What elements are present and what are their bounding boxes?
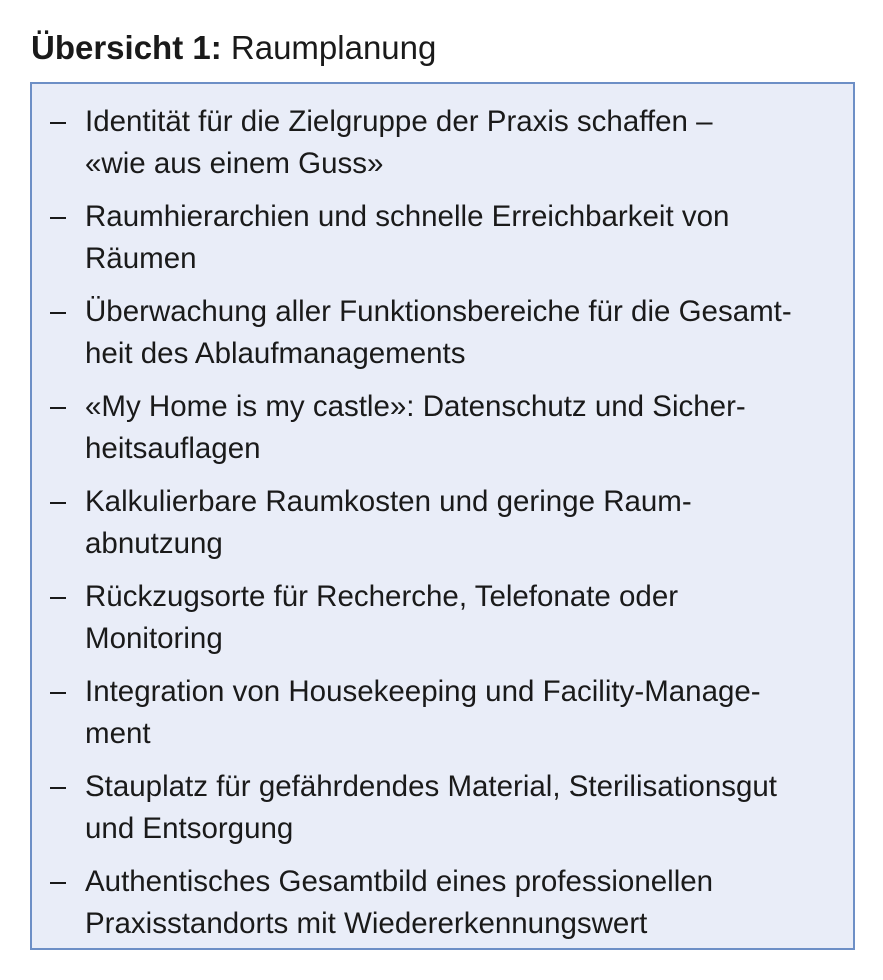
overview-box bbox=[30, 82, 855, 950]
dash-icon bbox=[48, 196, 74, 238]
list-item-line-1: «My Home is my castle»: Datenschutz und Sicher- bbox=[85, 390, 746, 423]
dash-icon bbox=[48, 386, 74, 428]
list-item-line-2: «wie aus einem Guss» bbox=[85, 147, 384, 180]
list-item bbox=[32, 101, 853, 196]
overview-heading bbox=[31, 26, 436, 70]
list-item-line-1: Raumhierarchien und schnelle Erreichbarkeit von bbox=[85, 200, 730, 233]
list-item bbox=[32, 576, 853, 671]
list-item-line-1: Integration von Housekeeping und Facility-Manage- bbox=[85, 675, 761, 708]
dash-icon bbox=[48, 671, 74, 713]
overview-title: Raumplanung bbox=[230, 29, 437, 66]
list-item-line-2: heit des Ablaufmanagements bbox=[85, 337, 466, 370]
list-item-line-2: Räumen bbox=[85, 242, 197, 275]
list-item-line-1: Identität für die Zielgruppe der Praxis schaffen – bbox=[85, 105, 713, 138]
list-item-line-1: Authentisches Gesamtbild eines professionellen bbox=[85, 865, 714, 898]
list-item-line-2: Monitoring bbox=[85, 622, 223, 655]
dash-icon bbox=[48, 291, 74, 333]
overview-list bbox=[32, 101, 853, 956]
list-item-line-1: Stauplatz für gefährdendes Material, Sterilisationsgut bbox=[85, 770, 777, 803]
list-item-line-1: Rückzugsorte für Recherche, Telefonate oder bbox=[85, 580, 679, 613]
list-item-line-2: abnutzung bbox=[85, 527, 223, 560]
list-item bbox=[32, 671, 853, 766]
dash-icon bbox=[48, 576, 74, 618]
overview-number: Übersicht 1: bbox=[31, 29, 222, 66]
dash-icon bbox=[48, 861, 74, 903]
list-item-line-2: ment bbox=[85, 717, 151, 750]
list-item-line-2: und Entsorgung bbox=[85, 812, 294, 845]
list-item bbox=[32, 766, 853, 861]
list-item bbox=[32, 291, 853, 386]
list-item bbox=[32, 386, 853, 481]
list-item bbox=[32, 481, 853, 576]
list-item-line-2: heitsauflagen bbox=[85, 432, 261, 465]
dash-icon bbox=[48, 766, 74, 808]
dash-icon bbox=[48, 101, 74, 143]
list-item-line-1: Überwachung aller Funktionsbereiche für die Gesamt- bbox=[85, 295, 792, 328]
list-item bbox=[32, 861, 853, 956]
list-item-line-2: Praxisstandorts mit Wiedererkennungswert bbox=[85, 907, 648, 940]
list-item-line-1: Kalkulierbare Raumkosten und geringe Raum- bbox=[85, 485, 692, 518]
dash-icon bbox=[48, 481, 74, 523]
list-item bbox=[32, 196, 853, 291]
